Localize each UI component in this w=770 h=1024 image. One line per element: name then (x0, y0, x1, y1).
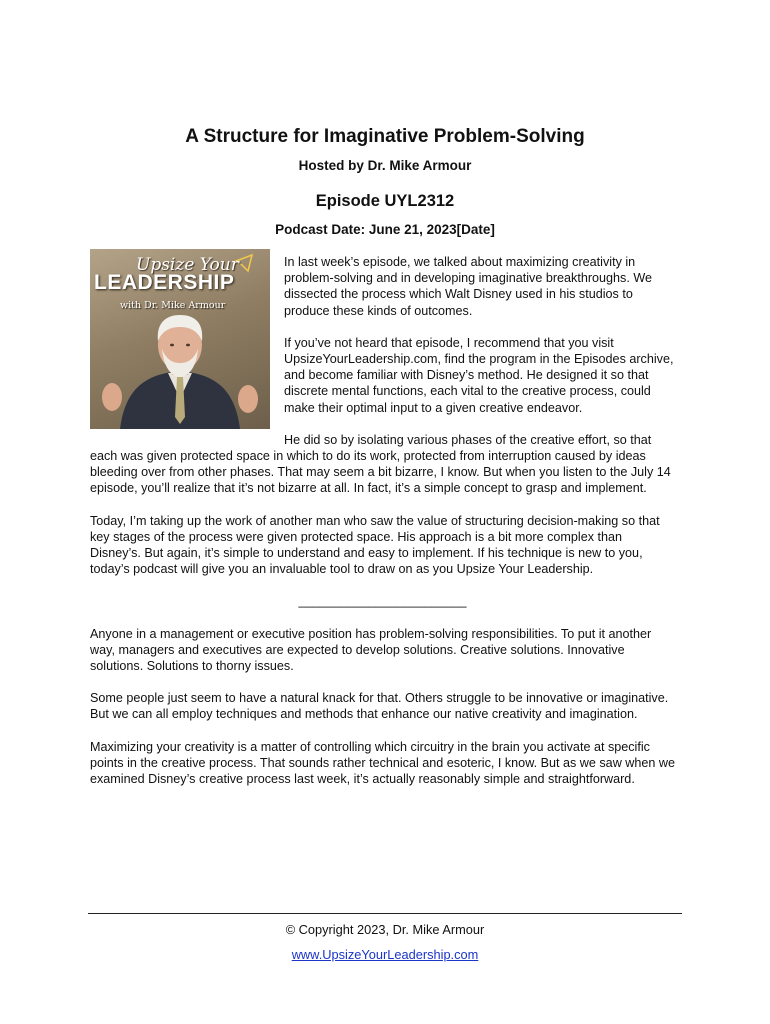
paragraph-5: Anyone in a management or executive position has problem-solving responsibilities. To put it another way, managers and executives are expected to develop solutions. Creative solutions. Innovative solutions. Solutions to thorny issues. (90, 626, 652, 674)
podcast-date: Podcast Date: June 21, 2023[Date] (275, 222, 495, 237)
paragraph-4: Today, I’m taking up the work of another man who saw the value of structuring decision-making so that key stages of the process were given protected space. His approach is a bit more complex than Disney’s. But again, it’s simple to understand and easy to implement. If his technique is new to you, today’s podcast will give you an invaluable tool to draw on as you Upsize Your Leadership. (90, 513, 660, 577)
website-link[interactable]: www.UpsizeYourLeadership.com (291, 947, 479, 962)
paragraph-1: In last week’s episode, we talked about maximizing creativity in problem-solving and in developing imaginative breakthroughs. We dissected the process which Walt Disney used in his studios to produce these kinds of outcomes. (284, 255, 652, 318)
section-divider: ________________________ (298, 594, 467, 609)
episode-number: Episode UYL2312 (315, 192, 455, 210)
paragraph-7: Maximizing your creativity is a matter of controlling which circuitry in the brain you activate at specific points in the creative process. That sounds rather technical and esoteric, I know. But as we saw when we examined Disney’s creative process last week, it’s actually reasonably simple and straightforward. (90, 739, 675, 787)
host-line: Hosted by Dr. Mike Armour (298, 158, 472, 173)
footer-link-container (0, 947, 770, 962)
cover-title-line2: LEADERSHIP (94, 271, 235, 294)
paragraph-3: He did so by isolating various phases of the creative effort, so that each was given protected space in which to do its work, protected from interruption caused by ideas bleeding over from other phases. That may seem a bit bizarre, I know. But when you listen to the July 14 episode, you’ll realize that it’s not bizarre at all. In fact, it’s a simple concept to grasp and implement. (90, 432, 671, 496)
document-body (90, 254, 675, 803)
paragraph-2: If you’ve not heard that episode, I recommend that you visit UpsizeYourLeadership.com, find the program in the Episodes archive, and become familiar with Disney’s method. He designed it so that discrete mental functions, each vital to the creative process, could make their optimal input to a given creative endeavor. (284, 335, 674, 415)
paragraph-6: Some people just seem to have a natural knack for that. Others struggle to be innovative or imaginative. But we can all employ techniques and methods that enhance our native creativity and imagination. (90, 691, 669, 722)
podcast-cover-image (90, 249, 270, 429)
cover-title-line3: with Dr. Mike Armour (120, 300, 226, 311)
cover-title-line1: Upsize Your (136, 255, 239, 275)
document-title: A Structure for Imaginative Problem-Solving (185, 126, 585, 147)
footer-rule (88, 913, 682, 914)
copyright-notice: © Copyright 2023, Dr. Mike Armour (285, 922, 485, 937)
